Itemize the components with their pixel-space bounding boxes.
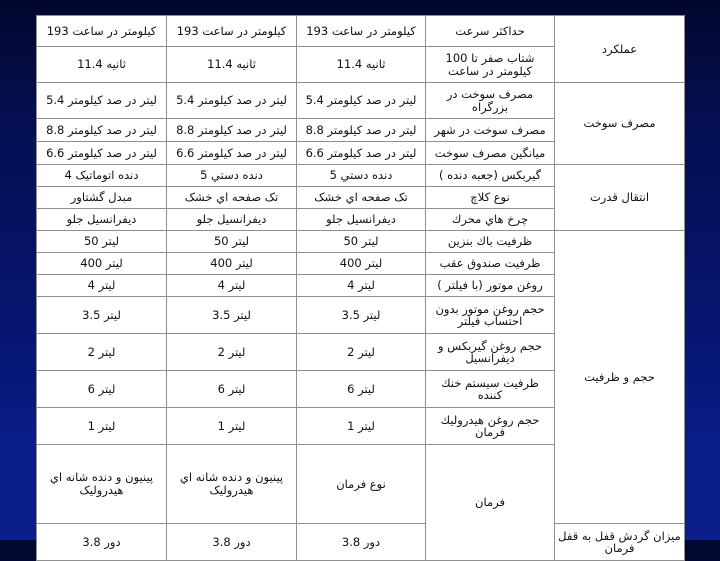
cell-fuel-highway-3: ليتر در صد كيلومتر 5.4 bbox=[37, 83, 167, 119]
row-label-hydraulic-oil: حجم روغن هيدروليك فرمان bbox=[426, 408, 555, 445]
table-row bbox=[37, 16, 685, 47]
cell-fuel-city-3: ليتر در صد كيلومتر 8.8 bbox=[37, 119, 167, 142]
cell-fuel-highway-2: ليتر در صد كيلومتر 5.4 bbox=[167, 83, 297, 119]
cell-fuel-city-2: ليتر در صد كيلومتر 8.8 bbox=[167, 119, 297, 142]
group-capacity: حجم و ظرفیت bbox=[555, 231, 685, 524]
group-transmission: انتقال قدرت bbox=[555, 165, 685, 231]
cell-engine-oil-no-filter-1: ليتر 3.5 bbox=[297, 297, 426, 334]
row-label-fuel-average: ميانگين مصرف سوخت bbox=[426, 142, 555, 165]
cell-steering-turns-2: دور 3.8 bbox=[167, 524, 297, 561]
cell-fuel-city-1: ليتر در صد كيلومتر 8.8 bbox=[297, 119, 426, 142]
cell-clutch-2: تک صفحه اي خشک bbox=[167, 187, 297, 209]
cell-gearbox-3: دنده اتوماتيک 4 bbox=[37, 165, 167, 187]
cell-engine-oil-3: ليتر 4 bbox=[37, 275, 167, 297]
cell-cooling-2: ليتر 6 bbox=[167, 371, 297, 408]
cell-cooling-1: ليتر 6 bbox=[297, 371, 426, 408]
row-label-engine-oil: روغن موتور (با فيلتر ) bbox=[426, 275, 555, 297]
cell-fuel-highway-1: ليتر در صد كيلومتر 5.4 bbox=[297, 83, 426, 119]
cell-steering-type-2: پينيون و دنده شانه اي هيدروليک bbox=[37, 445, 167, 524]
cell-max-speed-1: كيلومتر در ساعت 193 bbox=[297, 16, 426, 47]
cell-gearbox-oil-2: ليتر 2 bbox=[167, 334, 297, 371]
cell-hydraulic-oil-3: ليتر 1 bbox=[37, 408, 167, 445]
cell-max-speed-2: كيلومتر در ساعت 193 bbox=[167, 16, 297, 47]
row-label-steering-type: نوع فرمان bbox=[297, 445, 426, 524]
cell-clutch-3: مبدل گشتاور bbox=[37, 187, 167, 209]
cell-steering-type-1: پينيون و دنده شانه اي هيدروليک bbox=[167, 445, 297, 524]
cell-engine-oil-1: ليتر 4 bbox=[297, 275, 426, 297]
table-row bbox=[37, 524, 685, 561]
cell-clutch-1: تک صفحه اي خشک bbox=[297, 187, 426, 209]
row-label-fuel-highway: مصرف سوخت در بزرگراه bbox=[426, 83, 555, 119]
spec-sheet bbox=[36, 15, 684, 555]
specs-table bbox=[36, 15, 685, 561]
row-label-trunk: ظرفيت صندوق عقب bbox=[426, 253, 555, 275]
cell-engine-oil-2: ليتر 4 bbox=[167, 275, 297, 297]
cell-gearbox-1: دنده دستي 5 bbox=[297, 165, 426, 187]
row-label-drive-wheels: چرخ هاي محرك bbox=[426, 209, 555, 231]
row-label-engine-oil-no-filter: حجم روغن موتور بدون احتساب فيلتر bbox=[426, 297, 555, 334]
row-label-gearbox-oil: حجم روغن گيربكس و ديفرانسيل bbox=[426, 334, 555, 371]
table-row bbox=[37, 231, 685, 253]
cell-hydraulic-oil-1: ليتر 1 bbox=[297, 408, 426, 445]
cell-fuel-average-1: ليتر در صد كيلومتر 6.6 bbox=[297, 142, 426, 165]
cell-drive-wheels-3: ديفرانسيل جلو bbox=[37, 209, 167, 231]
cell-acceleration-2: ثانيه 11.4 bbox=[167, 47, 297, 83]
row-label-fuel-tank: ظرفيت باك بنزين bbox=[426, 231, 555, 253]
cell-engine-oil-no-filter-2: ليتر 3.5 bbox=[167, 297, 297, 334]
group-fuel: مصرف سوخت bbox=[555, 83, 685, 165]
cell-fuel-average-3: ليتر در صد كيلومتر 6.6 bbox=[37, 142, 167, 165]
cell-hydraulic-oil-2: ليتر 1 bbox=[167, 408, 297, 445]
cell-engine-oil-no-filter-3: ليتر 3.5 bbox=[37, 297, 167, 334]
cell-fuel-tank-2: ليتر 50 bbox=[167, 231, 297, 253]
row-label-gearbox: گيربكس (جعبه دنده ) bbox=[426, 165, 555, 187]
cell-steering-turns-3: دور 3.8 bbox=[37, 524, 167, 561]
cell-steering-turns-1: دور 3.8 bbox=[297, 524, 426, 561]
cell-gearbox-oil-3: ليتر 2 bbox=[37, 334, 167, 371]
cell-fuel-average-2: ليتر در صد كيلومتر 6.6 bbox=[167, 142, 297, 165]
cell-max-speed-3: كيلومتر در ساعت 193 bbox=[37, 16, 167, 47]
group-steering: فرمان bbox=[426, 445, 555, 561]
row-label-steering-turns: ميزان گردش قفل به قفل فرمان bbox=[555, 524, 685, 561]
row-label-clutch: نوع كلاچ bbox=[426, 187, 555, 209]
row-label-fuel-city: مصرف سوخت در شهر bbox=[426, 119, 555, 142]
table-row bbox=[37, 83, 685, 119]
table-row bbox=[37, 165, 685, 187]
cell-trunk-2: ليتر 400 bbox=[167, 253, 297, 275]
cell-fuel-tank-3: ليتر 50 bbox=[37, 231, 167, 253]
row-label-acceleration: شتاب صفر تا 100 كيلومتر در ساعت bbox=[426, 47, 555, 83]
row-label-max-speed: حداکثر سرعت bbox=[426, 16, 555, 47]
cell-gearbox-2: دنده دستي 5 bbox=[167, 165, 297, 187]
cell-trunk-3: ليتر 400 bbox=[37, 253, 167, 275]
cell-drive-wheels-1: ديفرانسيل جلو bbox=[297, 209, 426, 231]
cell-drive-wheels-2: ديفرانسيل جلو bbox=[167, 209, 297, 231]
cell-fuel-tank-1: ليتر 50 bbox=[297, 231, 426, 253]
group-performance: عملکرد bbox=[555, 16, 685, 83]
row-label-cooling: ظرفيت سيستم خنك كننده bbox=[426, 371, 555, 408]
cell-gearbox-oil-1: ليتر 2 bbox=[297, 334, 426, 371]
cell-trunk-1: ليتر 400 bbox=[297, 253, 426, 275]
cell-cooling-3: ليتر 6 bbox=[37, 371, 167, 408]
cell-acceleration-3: ثانيه 11.4 bbox=[37, 47, 167, 83]
cell-acceleration-1: ثانيه 11.4 bbox=[297, 47, 426, 83]
